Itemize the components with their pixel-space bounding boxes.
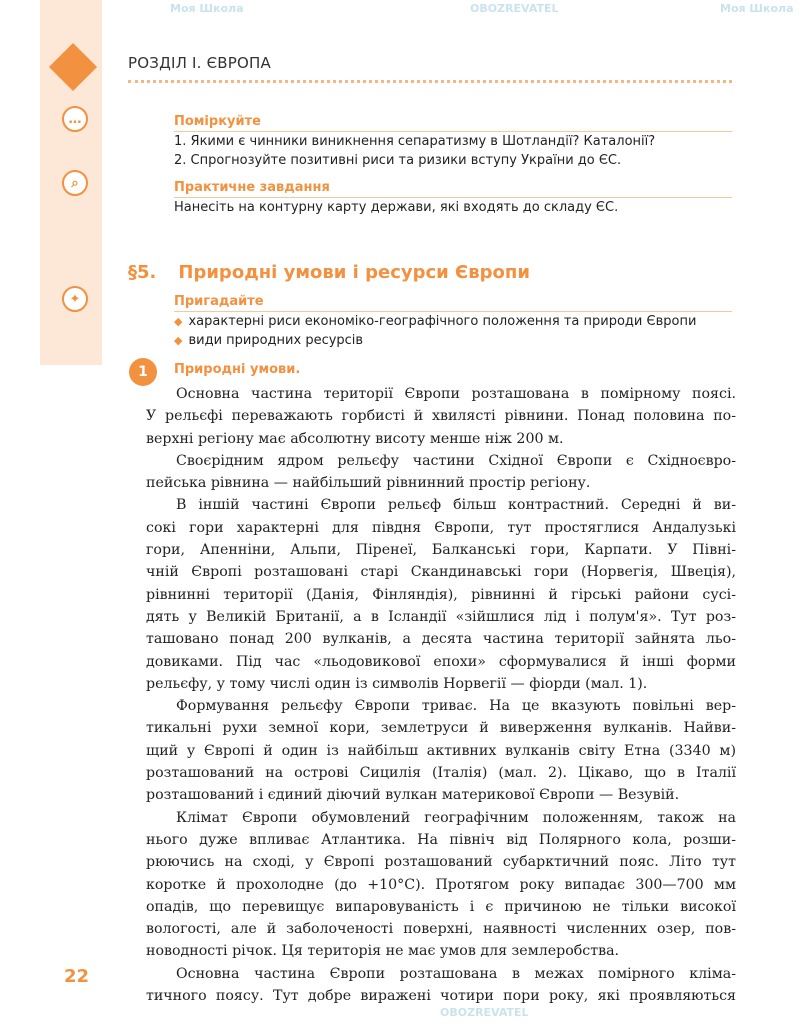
body-line: У рельєфі переважають горбисті й хвилясті рівнини. Понад половина по- <box>146 408 736 425</box>
body-line: рівнинні території (Данія, Фінляндія), рівнинні й гірські райони сусі- <box>146 586 736 603</box>
body-line: сокі гори характерні для півдня Європи, тут простяглися Андалузькі <box>146 519 736 536</box>
think-icon: … <box>62 106 88 132</box>
watermark-brand: OBOZREVATEL <box>440 1006 529 1019</box>
body-line: тикальні рухи земної кори, землетруси й виверження вулканів. Найви- <box>146 720 736 737</box>
lightbulb-icon: ✦ <box>62 286 88 312</box>
body-line: опадів, що перевищує випаровуваність і є причиною не тільки високої <box>146 898 736 915</box>
body-line: нього дуже впливає Атлантика. На північ від Полярного кола, розши- <box>146 831 736 848</box>
body-line: Основна частина Європи розташована в межах помірного кліма- <box>176 965 736 982</box>
magnifier-icon: ⌕ <box>62 170 88 196</box>
think-title: Поміркуйте <box>174 114 261 129</box>
body-line: довиками. Під час «льодовикової епохи» сформувалися й інші форми <box>146 653 736 670</box>
practice-divider <box>174 197 732 198</box>
practice-title: Практичне завдання <box>174 180 330 195</box>
header-divider <box>128 80 732 83</box>
body-line: Своєрідним ядром рельєфу частини Східної Європи є Східноєвро- <box>176 452 736 469</box>
watermark-brand: OBOZREVATEL <box>470 2 559 15</box>
body-line: Основна частина території Європи розташована в помірному поясі. <box>176 386 736 402</box>
paragraph-number: §5. <box>128 262 157 283</box>
body-line: коротке й прохолодне (до +10°С). Протягом року випадає 300—700 мм <box>146 876 736 893</box>
think-item-1: 1. Якими є чинники виникнення сепаратизму в Шотландії? Каталонії? <box>174 134 656 149</box>
watermark-school: Моя Школа <box>720 2 794 15</box>
paragraph-heading <box>128 262 530 283</box>
body-line: чній Європі розташовані старі Скандинавські гори (Норвегія, Швеція), <box>146 564 736 581</box>
body-line: дять у Великій Британії, а в Ісландії «зійшлися лід і полум'я». Тут роз- <box>146 608 736 625</box>
think-divider <box>174 131 732 132</box>
recall-divider <box>174 311 732 312</box>
recall-item-2: ◆ види природних ресурсів <box>174 333 364 348</box>
body-line: верхні регіону має абсолютну висоту менше ніж 200 м. <box>146 430 564 447</box>
body-text <box>146 383 736 1007</box>
think-item-2: 2. Спрогнозуйте позитивні риси та ризики вступу України до ЄС. <box>174 153 622 168</box>
paragraph-title: Природні умови і ресурси Європи <box>178 262 530 283</box>
section-title: РОЗДІЛ І. ЄВРОПА <box>128 54 271 72</box>
practice-text: Нанесіть на контурну карту держави, які входять до складу ЄС. <box>174 200 619 215</box>
page-number: 22 <box>64 966 90 987</box>
watermark-school: Моя Школа <box>170 2 244 15</box>
body-line: щий у Європі й один із найбільш активних вулканів світу Етна (3340 м) <box>146 742 736 759</box>
body-line: пейська рівнина — найбільший рівнинний простір регіону. <box>146 475 591 492</box>
body-line: Формування рельєфу Європи триває. На це вказують повільні вер- <box>176 698 736 715</box>
body-line: гори, Апенніни, Альпи, Піренеї, Балканські гори, Карпати. У Півні- <box>146 542 736 559</box>
subsection-number: 1 <box>129 358 157 386</box>
bullet-icon: ◆ <box>174 334 183 347</box>
body-line: розташований на острові Сицилія (Італія) (мал. 2). Цікаво, що в Італії <box>146 765 736 782</box>
body-line: В іншій частині Європи рельєф більш контрастний. Середні й ви- <box>176 497 736 514</box>
bullet-icon: ◆ <box>174 315 183 328</box>
body-line: розташований і єдиний діючий вулкан материкової Європи — Везувій. <box>146 787 680 804</box>
subsection-title: Природні умови. <box>174 362 301 377</box>
recall-item-1: ◆ характерні риси економіко-географічного положення та природи Європи <box>174 314 697 329</box>
body-line: новодності річок. Ця територія не має умов для землеробства. <box>146 943 620 960</box>
body-line: вологості, але й заболоченості поверхні, наявності численних озер, пов- <box>146 921 736 938</box>
body-line: рельєфу, у тому числі один із символів Норвегії — фіорди (мал. 1). <box>146 675 648 692</box>
body-line: тичного поясу. Тут добре виражені чотири пори року, які проявляються <box>146 988 736 1005</box>
recall-title: Пригадайте <box>174 294 264 309</box>
body-line: рюючись на сході, у Європі розташований субарктичний пояс. Літо тут <box>146 854 736 871</box>
body-line: ташовано понад 200 вулканів, а десята частина території зайнята льо- <box>146 631 736 648</box>
body-line: Клімат Європи обумовлений географічним положенням, також на <box>176 809 736 826</box>
